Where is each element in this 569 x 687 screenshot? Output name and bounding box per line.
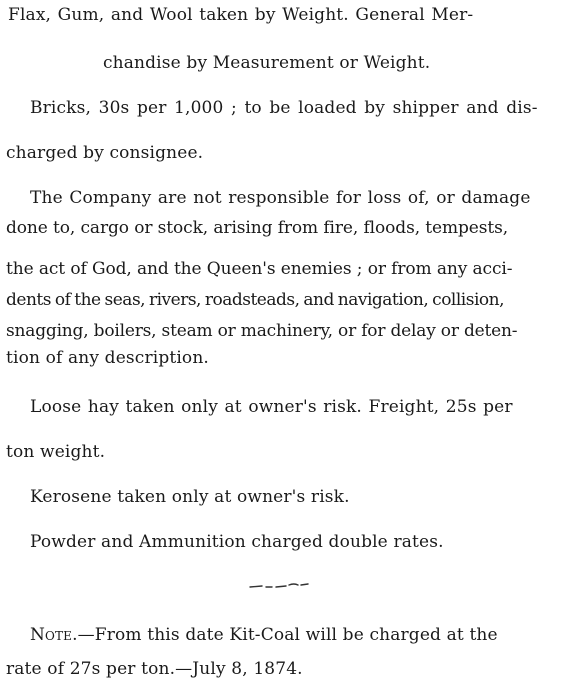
liability-line-1: The Company are not responsible for loss of, or damage bbox=[30, 188, 531, 208]
powder-terms: Powder and Ammunition charged double rates. bbox=[30, 532, 444, 552]
hay-terms-line-1: Loose hay taken only at owner's risk. Freight, 25s per bbox=[30, 397, 513, 417]
freight-terms-line-1: Flax, Gum, and Wool taken by Weight. General Mer- bbox=[8, 5, 474, 25]
divider-ornament bbox=[248, 581, 312, 591]
note-line-2: rate of 27s per ton.—July 8, 1874. bbox=[6, 659, 303, 679]
note-label: Note. bbox=[30, 625, 78, 645]
note-line-1-text: —From this date Kit-Coal will be charged at the bbox=[77, 625, 498, 645]
liability-line-3: the act of God, and the Queen's enemies ; or from any acci- bbox=[6, 259, 513, 279]
liability-line-5: snagging, boilers, steam or machinery, or for delay or deten- bbox=[6, 321, 518, 341]
bricks-terms-line-1: Bricks, 30s per 1,000 ; to be loaded by shipper and dis- bbox=[30, 98, 538, 118]
freight-terms-line-2: chandise by Measurement or Weight. bbox=[103, 53, 431, 73]
bricks-terms-line-2: charged by consignee. bbox=[6, 143, 204, 163]
liability-line-2: done to, cargo or stock, arising from fire, floods, tempests, bbox=[6, 218, 509, 238]
kerosene-terms: Kerosene taken only at owner's risk. bbox=[30, 487, 350, 507]
hay-terms-line-2: ton weight. bbox=[6, 442, 106, 462]
note-line-1 bbox=[30, 625, 498, 645]
liability-line-4: dents of the seas, rivers, roadsteads, and navigation, collision, bbox=[6, 290, 504, 310]
liability-line-6: tion of any description. bbox=[6, 348, 209, 368]
